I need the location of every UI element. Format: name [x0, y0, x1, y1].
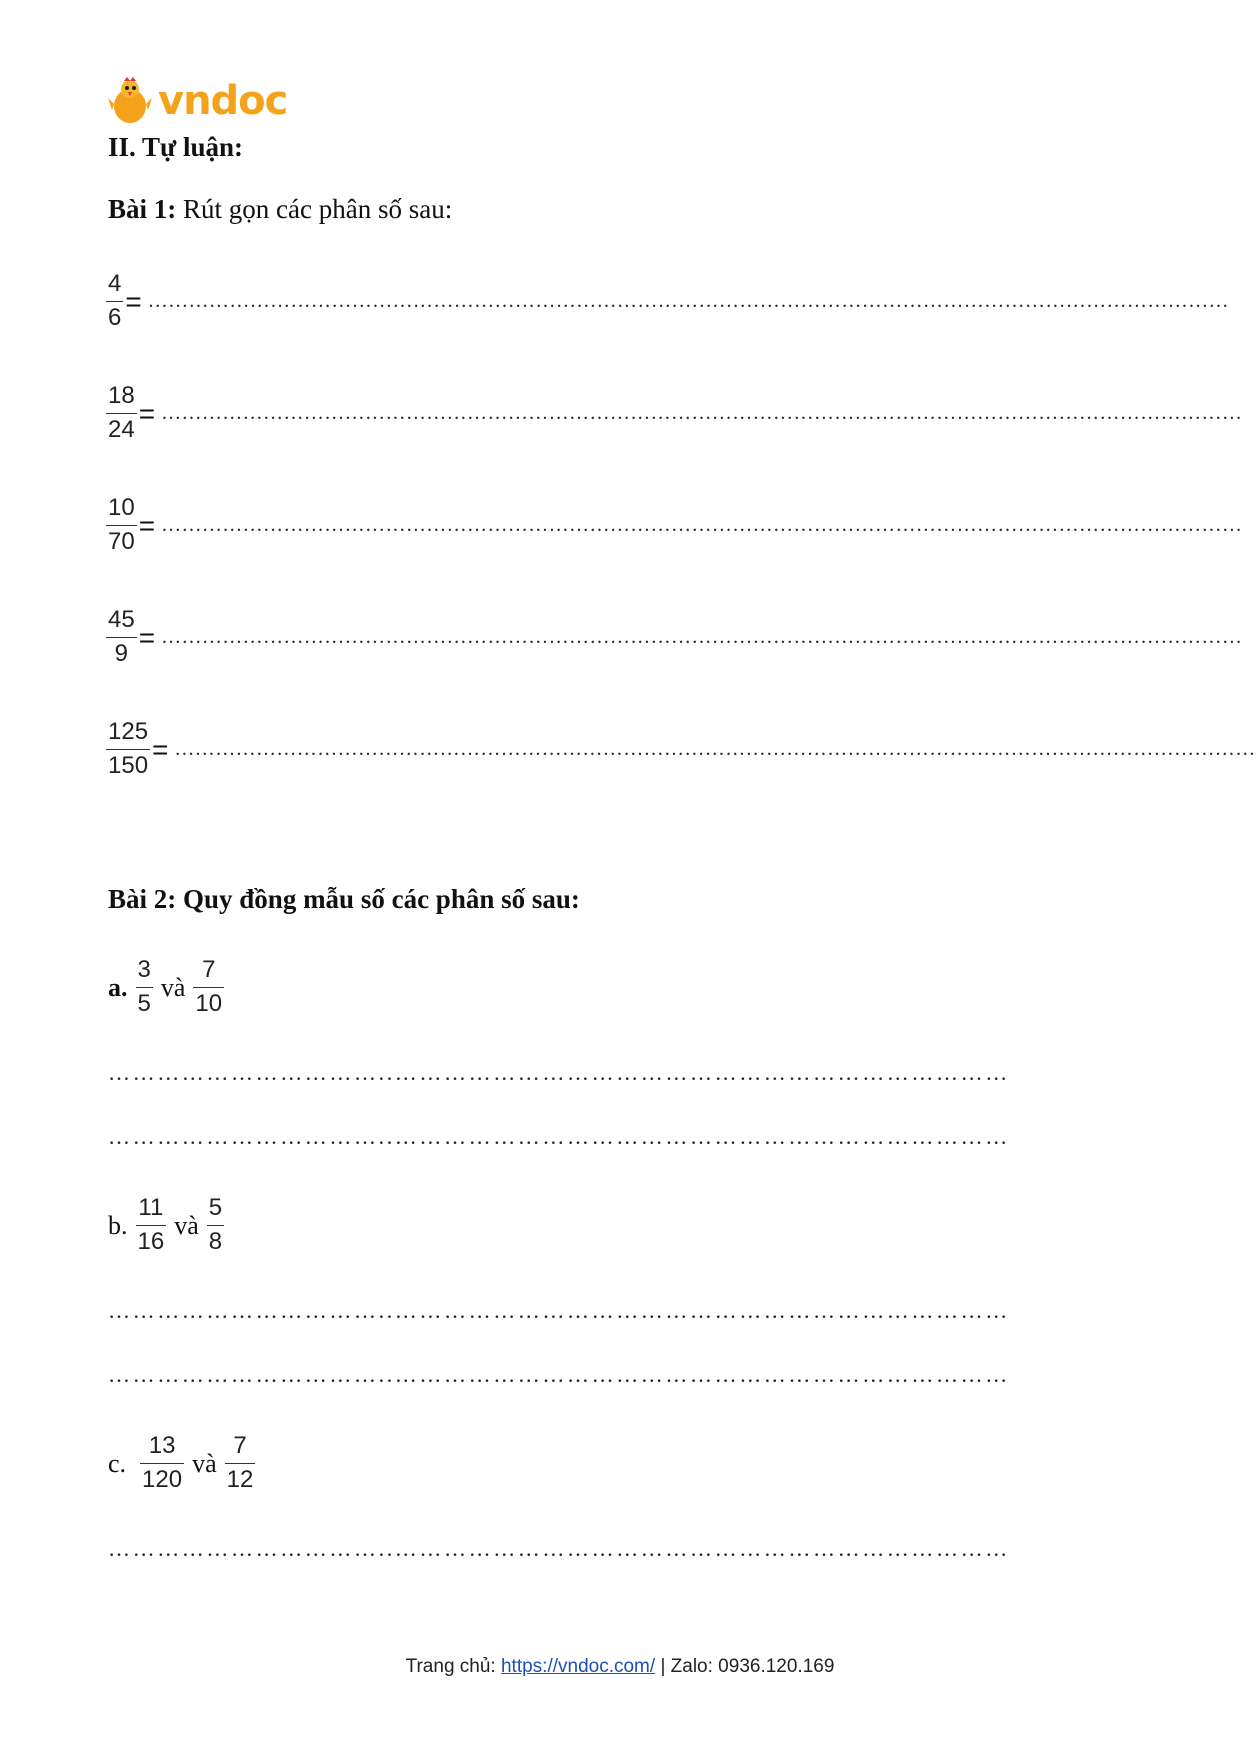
- answer-blank: ……………………………………………………………………………………………………………………………………………: [161, 402, 1243, 425]
- answer-blank: ……………………………………………………………………………………………………………………………………………: [161, 514, 1243, 537]
- answer-line: ……………………………..…………………………………………………………………: [108, 1124, 1010, 1149]
- fraction: $\frac{45}{9}$: [108, 606, 135, 668]
- bai2-part-a: [108, 956, 224, 1019]
- bai1-instruction: [108, 194, 452, 225]
- fraction: $\frac{10}{70}$: [108, 494, 135, 556]
- fraction: $\frac{7}{10}$: [195, 956, 223, 1018]
- bai1-row-2: [106, 382, 1243, 445]
- answer-line: ……………………………..…………………………………………………………………: [108, 1536, 1010, 1561]
- bai1-row-4: [106, 606, 1243, 669]
- footer-contact: | Zalo: 0936.120.169: [655, 1656, 835, 1677]
- answer-blank: ……………………………………………………………………………………………………………………………………………: [147, 290, 1229, 313]
- chick-mascot-icon: [108, 76, 152, 126]
- equals-sign: =: [138, 509, 156, 541]
- homepage-link[interactable]: https://vndoc.com/: [500, 1656, 656, 1677]
- fraction: $\frac{125}{150}$: [108, 718, 149, 780]
- bai2-part-b: [108, 1194, 224, 1257]
- equals-sign: =: [152, 733, 169, 765]
- fraction: $\frac{18}{24}$: [108, 382, 135, 444]
- answer-line: ……………………………..…………………………………………………………………: [108, 1298, 1010, 1323]
- bai1-label: Bài 1:: [108, 194, 177, 224]
- answer-line: ……………………………..…………………………………………………………………: [108, 1060, 1010, 1085]
- footer: [0, 1656, 1240, 1678]
- section-title: II. Tự luận:: [108, 132, 244, 162]
- part-label: b.: [108, 1210, 128, 1240]
- fraction: $\frac{4}{6}$: [108, 270, 122, 332]
- bai1-row-3: [106, 494, 1243, 557]
- answer-line: ……………………………..…………………………………………………………………: [108, 1362, 1010, 1387]
- connector: và: [160, 972, 186, 1002]
- part-label: c.: [108, 1448, 127, 1478]
- equals-sign: =: [138, 621, 156, 653]
- bai1-text: Rút gọn các phân số sau:: [176, 194, 453, 224]
- bai2-text: Quy đồng mẫu số các phân số sau:: [176, 884, 580, 914]
- part-label: a.: [108, 972, 128, 1002]
- answer-blank: ……………………………………………………………………………………………………………………………………………: [174, 738, 1256, 761]
- equals-sign: =: [138, 397, 156, 429]
- fraction: $\frac{5}{8}$: [208, 1194, 223, 1256]
- logo-wordmark: vndoc: [158, 78, 288, 124]
- bai1-row-5: [106, 718, 1256, 781]
- connector: và: [192, 1448, 217, 1478]
- bai2-label: Bài 2:: [108, 884, 177, 914]
- fraction: $\frac{11}{16}$: [137, 1194, 165, 1256]
- bai1-row-1: [106, 270, 1229, 333]
- footer-prefix: Trang chủ:: [405, 1656, 501, 1677]
- fraction: $\frac{3}{5}$: [137, 956, 151, 1018]
- logo: [108, 74, 298, 128]
- bai2-part-c: [108, 1432, 255, 1495]
- answer-blank: ……………………………………………………………………………………………………………………………………………: [161, 626, 1243, 649]
- bai2-instruction: [108, 884, 580, 915]
- fraction: $\frac{13}{120}$: [142, 1432, 183, 1494]
- equals-sign: =: [125, 285, 142, 317]
- fraction: $\frac{7}{12}$: [226, 1432, 254, 1494]
- connector: và: [174, 1210, 199, 1240]
